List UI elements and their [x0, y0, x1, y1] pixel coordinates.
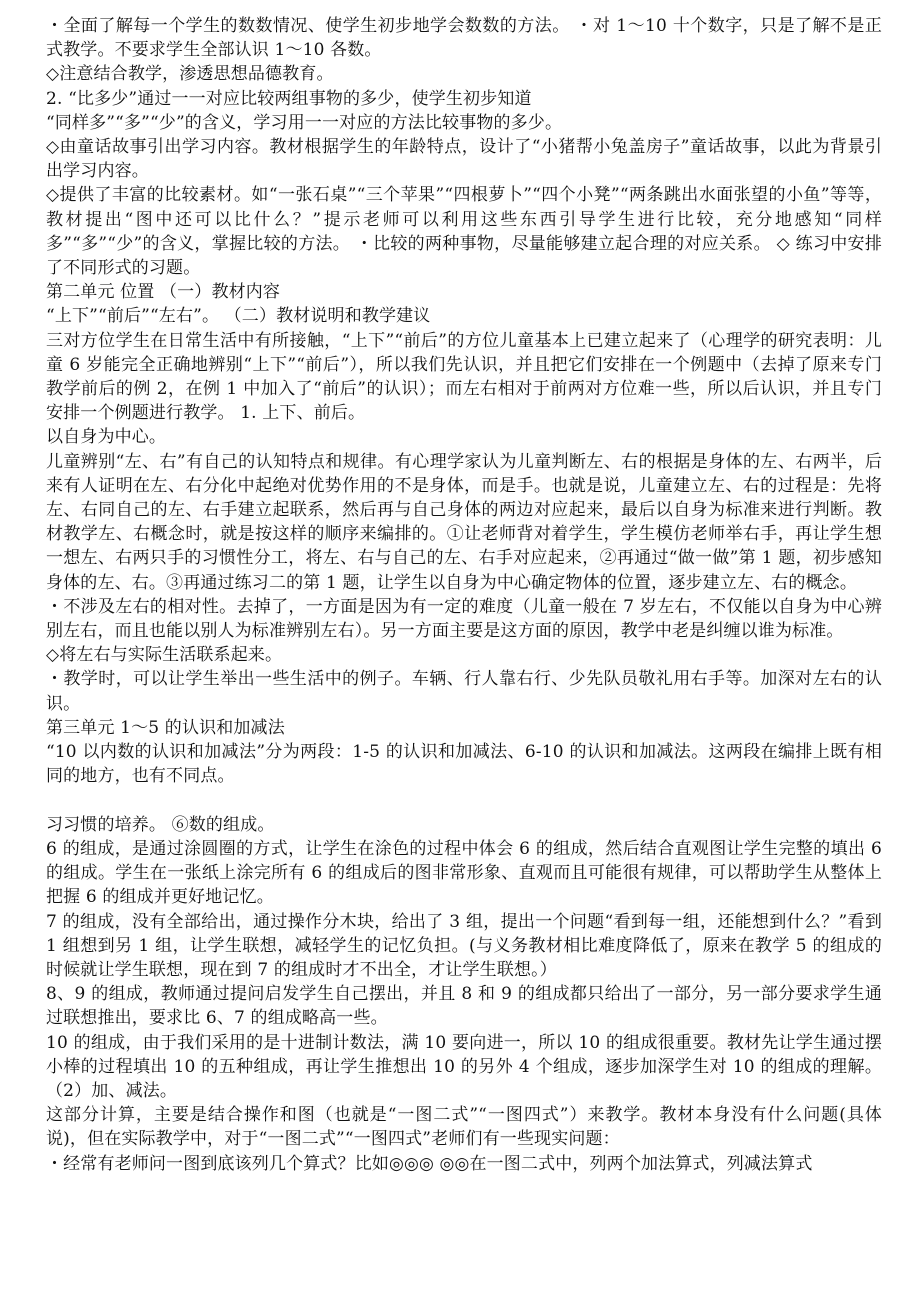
paragraph-compare-meaning: “同样多”“多”“少”的含义，学习用一一对应的方法比较事物的多少。 — [46, 112, 563, 133]
paragraph-fairy-tale: ◇由童话故事引出学习内容。教材根据学生的年龄特点，设计了“小猪帮小兔盖房子”童话故事，以此为背景引出学习内容。 — [46, 137, 882, 182]
paragraph-composition-ten: 10 的组成，由于我们采用的是十进制计数法，满 10 要向进一，所以 10 的组成很重要。教材先让学生通过摆小棒的过程填出 10 的五种组成，再让学生推想出 10 的另外 4 个组成，逐步加深学生对 10 的组成的理解。 （2）加、减法。 — [46, 1032, 882, 1101]
paragraph-counting-intro: ・全面了解每一个学生的数数情况、使学生初步地学会数数的方法。 ・对 1～10 十个数字，只是了解不是正式教学。不要求学生全部认识 1～10 各数。 — [46, 16, 882, 61]
unit-two-subheading: “上下”“前后”“左右”。 （二）教材说明和教学建议 — [46, 306, 431, 327]
paragraph-composition-seven: 7 的组成，没有全部给出，通过操作分木块，给出了 3 组，提出一个问题“看到每一组，还能想到什么？”看到 1 组想到另 1 组，让学生联想，减轻学生的记忆负担。(与义务教材相比难度降低了，原来在教学 5 的组成的时候就让学生联想，现在到 7 的组成时才不出全，才让学生联想。） — [46, 911, 882, 980]
paragraph-calculation: 这部分计算，主要是结合操作和图（也就是“一图二式”“一图四式”）来教学。教材本身没有什么问题(具体说)，但在实际教学中，对于“一图二式”“一图四式”老师们有一些现实问题： — [46, 1105, 882, 1150]
paragraph-moral-education: ◇注意结合教学，渗透思想品德教育。 — [46, 64, 334, 85]
unit-three-heading: 第三单元 1～5 的认识和加减法 — [46, 717, 285, 738]
paragraph-compare-heading: 2. “比多少”通过一一对应比较两组事物的多少，使学生初步知道 — [46, 88, 532, 109]
blank-line — [46, 789, 882, 813]
paragraph-comparison-materials: ◇提供了丰富的比较素材。如“一张石桌”“三个苹果”“四根萝卜”“四个小凳”“两条跳出水面张望的小鱼”等等，教材提出“图中还可以比什么？”提示老师可以利用这些东西引导学生进行比较，充分地感知“同样多”“多”“少”的含义，掌握比较的方法。 ・比较的两种事物，尽量能够建立起合理的对应关系。 ◇ 练习中安排了不同形式的习题。 — [46, 185, 882, 279]
paragraph-teacher-question: ・经常有老师问一图到底该列几个算式？比如◎◎◎ ◎◎在一图二式中，列两个加法算式，列减法算式 — [46, 1153, 813, 1174]
paragraph-number-composition: 习习惯的培养。 ⑥数的组成。 — [46, 814, 275, 835]
paragraph-composition-eight-nine: 8、9 的组成，教师通过提问启发学生自己摆出，并且 8 和 9 的组成都只给出了一部分，另一部分要求学生通过联想推出，要求比 6、7 的组成略高一些。 — [46, 984, 882, 1029]
paragraph-left-right-cognition: 儿童辨别“左、右”有自己的认知特点和规律。有心理学家认为儿童判断左、右的根据是身体的左、右两半，后来有人证明在左、右分化中起绝对优势作用的不是身体，而是手。也就是说，儿童建立左、右的过程是：先将左、右同自己的左、右手建立起联系，然后再与自己身体的两边对应起来，最后以自身为标准来进行判断。教材教学左、右概念时，就是按这样的顺序来编排的。①让老师背对着学生，学生模仿老师举右手，再让学生想一想左、右两只手的习惯性分工，将左、右与自己的左、右手对应起来，②再通过“做一做”第 1 题，初步感知身体的左、右。③再通过练习二的第 1 题，让学生以自身为中心确定物体的位置，逐步建立左、右的概念。 — [46, 451, 882, 593]
paragraph-directions: 三对方位学生在日常生活中有所接触，“上下”“前后”的方位儿童基本上已建立起来了（心理学的研究表明：儿童 6 岁能完全正确地辨别“上下”“前后”），所以我们先认识，并且把它们安排在一个例题中（去掉了原来专门教学前后的例 2，在例 1 中加入了“前后”的认识）；而左右相对于前两对方位难一些，所以后认识，并且专门安排一个例题进行教学。 1. 上下、前后。 — [46, 330, 882, 424]
paragraph-relativity: ・不涉及左右的相对性。去掉了，一方面是因为有一定的难度（儿童一般在 7 岁左右，不仅能以自身为中心辨别左右，而且也能以别人为标准辨别左右）。另一方面主要是这方面的原因，教学中老是纠缠以谁为标准。 — [46, 596, 882, 642]
paragraph-composition-six: 6 的组成，是通过涂圆圈的方式，让学生在涂色的过程中体会 6 的组成，然后结合直观图让学生完整的填出 6 的组成。学生在一张纸上涂完所有 6 的组成后的图非常形象、直观而且可能很有规律，可以帮助学生从整体上把握 6 的组成并更好地记忆。 — [46, 838, 882, 908]
paragraph-self-center: 以自身为中心。 — [46, 427, 167, 448]
paragraph-two-sections: “10 以内数的认识和加减法”分为两段：1-5 的认识和加减法、6-10 的认识和加减法。这两段在编排上既有相同的地方，也有不同点。 — [46, 742, 882, 787]
paragraph-examples: ・教学时，可以让学生举出一些生活中的例子。车辆、行人靠右行、少先队员敬礼用右手等。加深对左右的认识。 — [46, 669, 882, 714]
unit-two-heading: 第二单元 位置 （一）教材内容 — [46, 282, 281, 303]
document-body — [46, 14, 882, 1176]
paragraph-real-life: ◇将左右与实际生活联系起来。 — [46, 645, 283, 666]
